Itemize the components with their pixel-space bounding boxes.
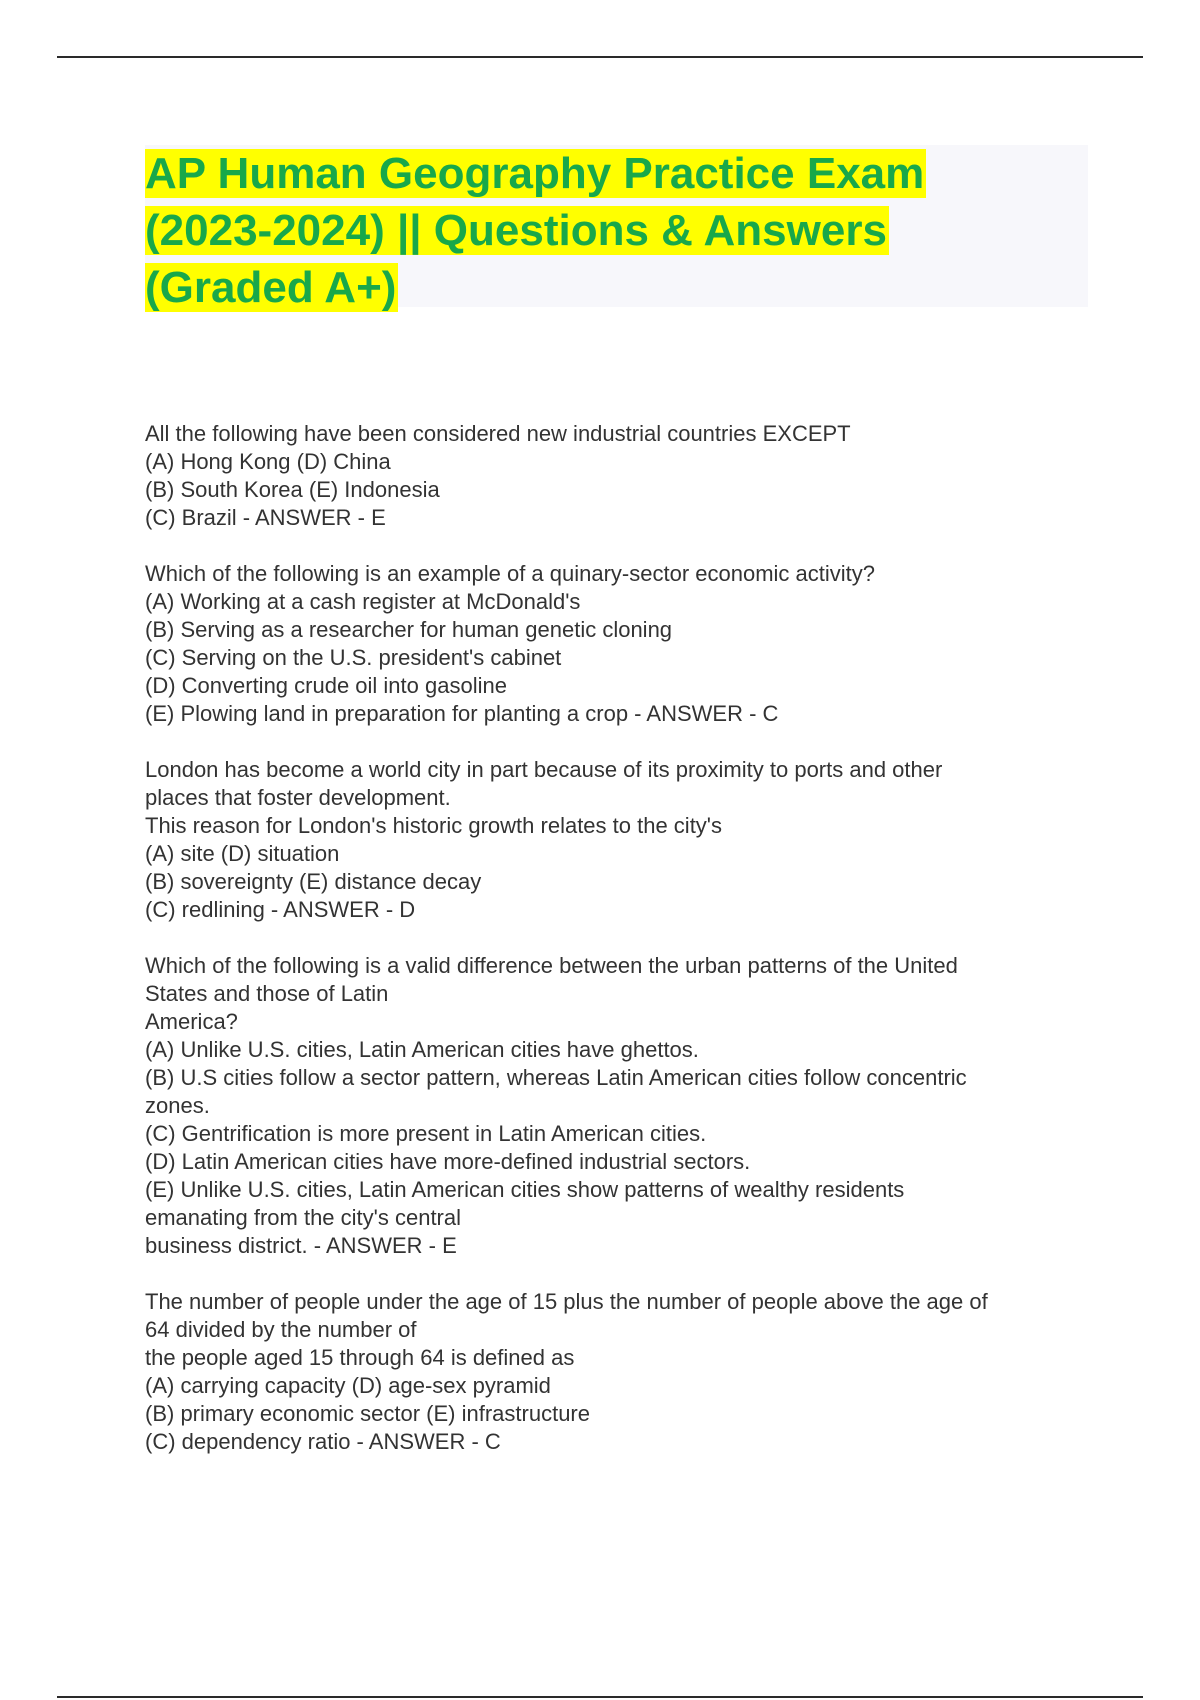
question-2-option-line: (B) Serving as a researcher for human genetic cloning [145, 617, 673, 642]
question-3-stem: London has become a world city in part because of its proximity to ports and other [145, 757, 943, 782]
question-2 [145, 560, 1085, 728]
question-1-option-line: (B) South Korea (E) Indonesia [145, 477, 440, 502]
question-5-option-line: (A) carrying capacity (D) age-sex pyramid [145, 1373, 551, 1398]
question-1-stem: All the following have been considered new industrial countries EXCEPT [145, 421, 851, 446]
title-line-3: (Graded A+) [145, 263, 397, 312]
question-5-option-line: (B) primary economic sector (E) infrastructure [145, 1401, 590, 1426]
question-3-option-line: (A) site (D) situation [145, 841, 340, 866]
question-4-option-line: zones. [145, 1093, 210, 1118]
question-4-option-line: emanating from the city's central [145, 1205, 462, 1230]
question-3-stem: places that foster development. [145, 785, 451, 810]
question-2-option-line: (D) Converting crude oil into gasoline [145, 673, 507, 698]
question-1-answer-line: (C) Brazil - ANSWER - E [145, 505, 386, 530]
questions-list [145, 420, 1085, 1484]
question-2-stem: Which of the following is an example of a quinary-sector economic activity? [145, 561, 876, 586]
bottom-rule [57, 1696, 1143, 1698]
question-3-stem: This reason for London's historic growth relates to the city's [145, 813, 723, 838]
question-4-option-line: (B) U.S cities follow a sector pattern, whereas Latin American cities follow concentric [145, 1065, 967, 1090]
question-2-option-line: (A) Working at a cash register at McDonald's [145, 589, 581, 614]
question-1 [145, 420, 1085, 532]
top-rule [57, 56, 1143, 58]
title-block [145, 145, 1088, 312]
question-4 [145, 952, 1085, 1260]
question-3-answer-line: (C) redlining - ANSWER - D [145, 897, 416, 922]
question-4-option-line: (A) Unlike U.S. cities, Latin American cities have ghettos. [145, 1037, 699, 1062]
question-5-answer-line: (C) dependency ratio - ANSWER - C [145, 1429, 501, 1454]
question-5-stem: 64 divided by the number of [145, 1317, 417, 1342]
question-2-answer-line: (E) Plowing land in preparation for planting a crop - ANSWER - C [145, 701, 779, 726]
question-4-option-line: (D) Latin American cities have more-defined industrial sectors. [145, 1149, 751, 1174]
question-3 [145, 756, 1085, 924]
title-line-1: AP Human Geography Practice Exam [145, 149, 925, 198]
question-4-option-line: (C) Gentrification is more present in Latin American cities. [145, 1121, 707, 1146]
question-5-stem: the people aged 15 through 64 is defined as [145, 1345, 575, 1370]
question-5-stem: The number of people under the age of 15 plus the number of people above the age of [145, 1289, 988, 1314]
question-2-option-line: (C) Serving on the U.S. president's cabinet [145, 645, 562, 670]
question-4-answer-line: business district. - ANSWER - E [145, 1233, 457, 1258]
question-4-stem: Which of the following is a valid difference between the urban patterns of the United [145, 953, 958, 978]
question-4-stem: States and those of Latin [145, 981, 389, 1006]
document-title [145, 145, 1088, 316]
title-line-2: (2023-2024) || Questions & Answers [145, 206, 887, 255]
question-4-option-line: (E) Unlike U.S. cities, Latin American cities show patterns of wealthy residents [145, 1177, 905, 1202]
question-3-option-line: (B) sovereignty (E) distance decay [145, 869, 482, 894]
question-4-stem: America? [145, 1009, 238, 1034]
question-5 [145, 1288, 1085, 1456]
question-1-option-line: (A) Hong Kong (D) China [145, 449, 391, 474]
